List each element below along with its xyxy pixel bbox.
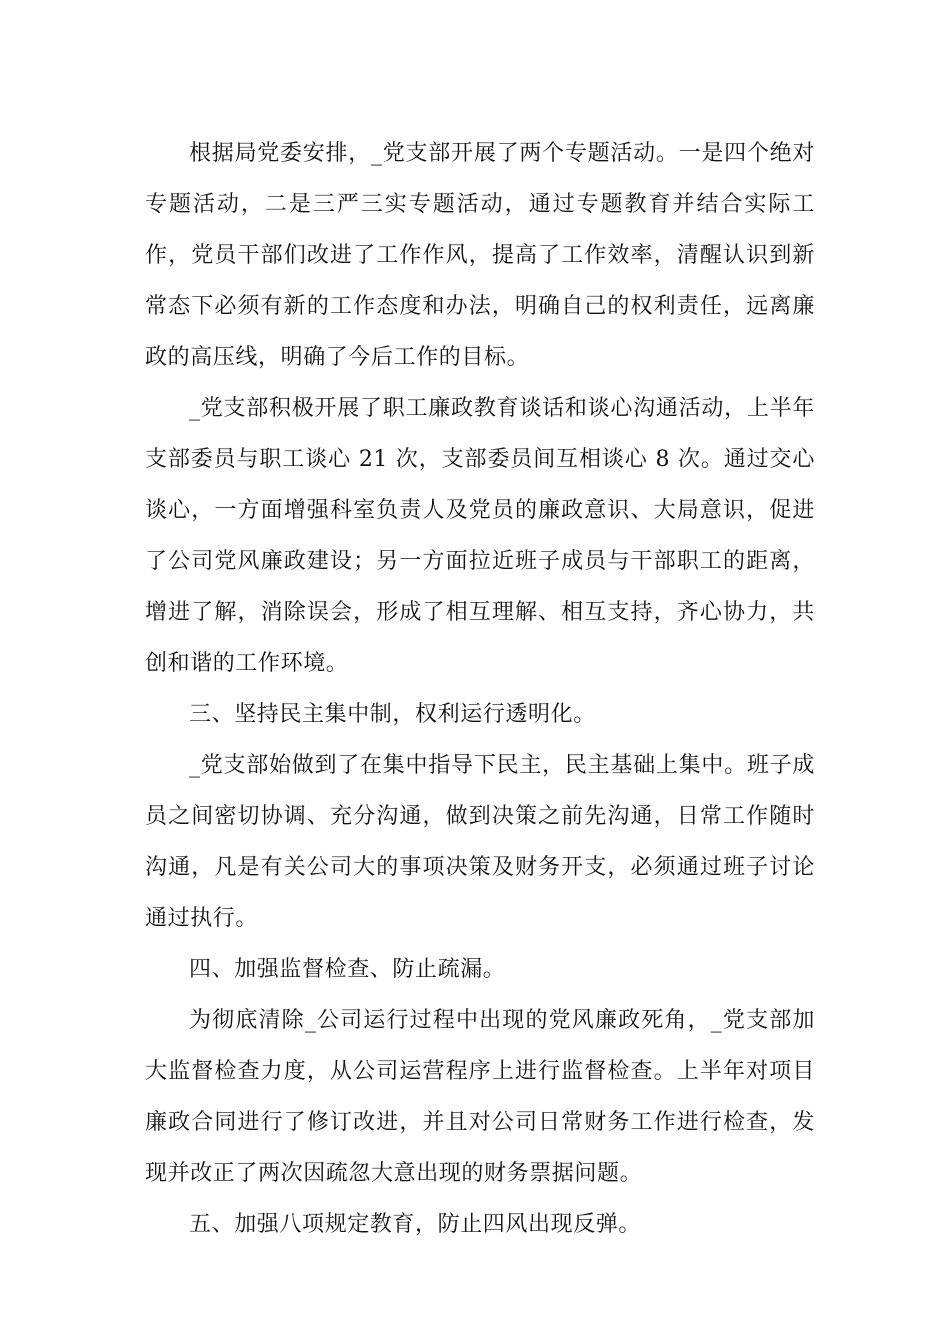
paragraph-heart-to-heart-talks: _党支部积极开展了职工廉政教育谈话和谈心沟通活动，上半年支部委员与职工谈心 21 次，支部委员间互相谈心 8 次。通过交心谈心，一方面增强科室负责人及党员的廉政意识、大局意识，促进了公司党风廉政建设；另一方面拉近班子成员与干部职工的距离，增进了解，消除误会，形成了相互理解、相互支持，齐心协力，共创和谐的工作环境。: [145, 396, 815, 676]
section-heading-eight-regulations: 五、加强八项规定教育，防止四风出现反弹。: [189, 1212, 642, 1237]
section-heading-supervision: 四、加强监督检查、防止疏漏。: [189, 957, 506, 982]
paragraph-special-activities: 根据局党委安排，_党支部开展了两个专题活动。一是四个绝对专题活动，二是三严三实专题活动，通过专题教育并结合实际工作，党员干部们改进了工作作风，提高了工作效率，清醒认识到新常态下必须有新的工作态度和办法，明确自己的权利责任，远离廉政的高压线，明确了今后工作的目标。: [145, 141, 815, 370]
document-body: [145, 128, 815, 1250]
paragraph-democratic-centralism: _党支部始做到了在集中指导下民主，民主基础上集中。班子成员之间密切协调、充分沟通，做到决策之前先沟通，日常工作随时沟通，凡是有关公司大的事项决策及财务开支，必须通过班子讨论通过执行。: [145, 753, 815, 931]
paragraph-supervision: 为彻底清除_公司运行过程中出现的党风廉政死角，_党支部加大监督检查力度，从公司运营程序上进行监督检查。上半年对项目廉政合同进行了修订改进，并且对公司日常财务工作进行检查，发现并改正了两次因疏忽大意出现的财务票据问题。: [145, 1008, 815, 1186]
section-heading-democratic-centralism: 三、坚持民主集中制，权利运行透明化。: [189, 702, 596, 727]
